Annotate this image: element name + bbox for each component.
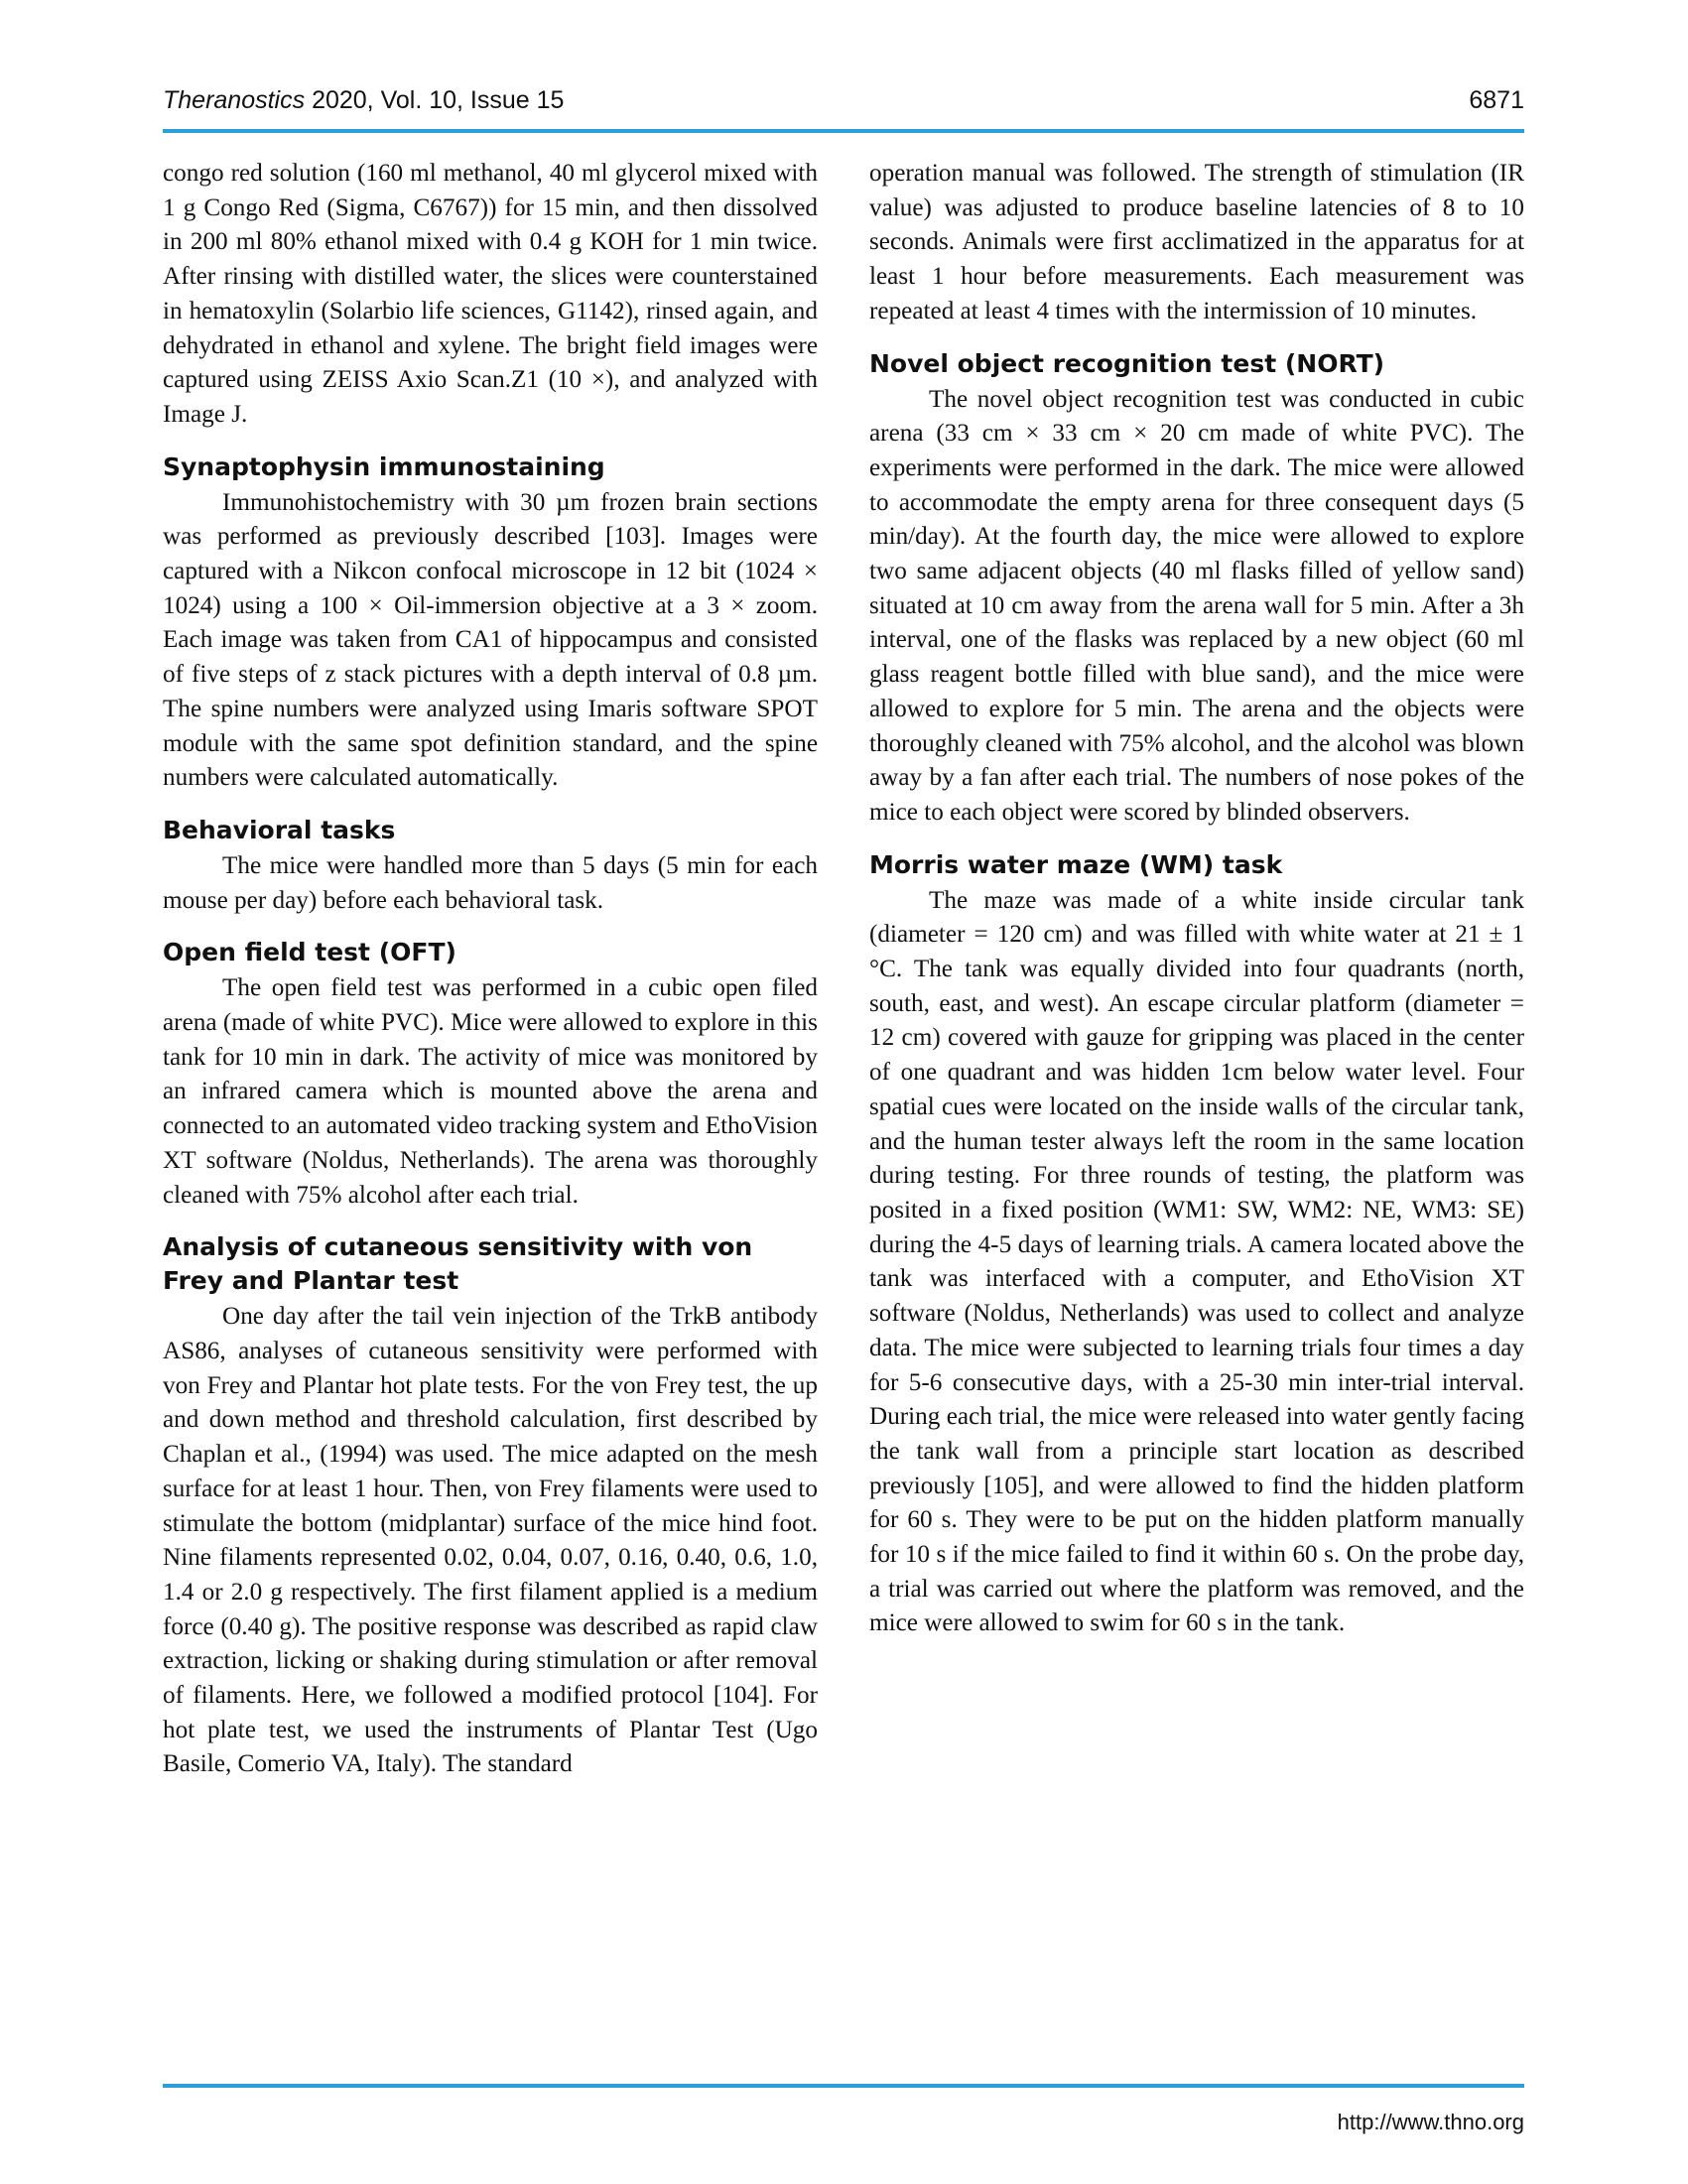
heading-novel-object-recognition: Novel object recognition test (NORT) (869, 348, 1385, 378)
journal-name: Theranostics (163, 86, 306, 114)
header-rule (163, 129, 1524, 133)
heading-behavioral-tasks: Behavioral tasks (163, 815, 396, 844)
page-number: 6871 (1469, 86, 1524, 114)
paragraph-open-field-test: The open field test was performed in a cubic open filed arena (made of white PVC). Mice were allowed to explore in this tank for 10 min in dark. The activity of mice was monitored by an infrared camera which is mounted above the arena and connected to an automated video tracking system and EthoVision XT software (Noldus, Netherlands). The arena was thoroughly cleaned with 75% alcohol after each trial. (163, 974, 818, 1209)
heading-cutaneous-sensitivity: Analysis of cutaneous sensitivity with von Frey and Plantar test (163, 1232, 753, 1296)
paragraph-synaptophysin: Immunohistochemistry with 30 µm frozen brain sections was performed as previously described [103]. Images were captured with a Nikcon confocal microscope in 12 bit (1024 × 1024) using a 100 × Oil-immersion objective at a 3 × zoom. Each image was taken from CA1 of hippocampus and consisted of five steps of z stack pictures with a depth interval of 0.8 µm. The spine numbers were analyzed using Imaris software SPOT module with the same spot definition standard, and the spine numbers were calculated automatically. (163, 488, 818, 792)
paragraph-morris-water-maze: The maze was made of a white inside circular tank (diameter = 120 cm) and was filled with white water at 21 ± 1 °C. The tank was equally divided into four quadrants (north, south, east, and west). An escape circular platform (diameter = 12 cm) covered with gauze for gripping was placed in the center of one quadrant and was hidden 1cm below water level. Four spatial cues were located on the inside walls of the circular tank, and the human tester always left the room in the same location during testing. For three rounds of testing, the platform was posited in a fixed position (WM1: SW, WM2: NE, WM3: SE) during the 4-5 days of learning trials. A camera located above the tank was interfaced with a computer, and EthoVision XT software (Noldus, Netherlands) was used to collect and analyze data. The mice were subjected to learning trials four times a day for 5-6 consecutive days, with a 25-30 min inter-trial interval. During each trial, the mice were released into water gently facing the tank wall from a principle start location as described previously [105], and were allowed to find the hidden platform for 60 s. They were to be put on the hidden platform manually for 10 s if the mice failed to find it within 60 s. On the probe day, a trial was carried out where the platform was removed, and the mice were allowed to swim for 60 s in the tank. (869, 886, 1524, 1637)
paragraph-congo-red-continuation: congo red solution (160 ml methanol, 40 ml glycerol mixed with 1 g Congo Red (Sigma, C6767)) for 15 min, and then dissolved in 200 ml 80% ethanol mixed with 0.4 g KOH for 1 min twice. After rinsing with distilled water, the slices were counterstained in hematoxylin (Solarbio life sciences, G1142), rinsed again, and dehydrated in ethanol and xylene. The bright field images were captured using ZEISS Axio Scan.Z1 (10 ×), and analyzed with Image J. (163, 160, 818, 428)
page-header (163, 83, 1524, 127)
paragraph-plantar-continuation: operation manual was followed. The strength of stimulation (IR value) was adjusted to produce baseline latencies of 8 to 10 seconds. Animals were first acclimatized in the apparatus for at least 1 hour before measurements. Each measurement was repeated at least 4 times with the intermission of 10 minutes. (869, 160, 1524, 324)
issue-info: 2020, Vol. 10, Issue 15 (305, 86, 565, 114)
paragraph-cutaneous-sensitivity: One day after the tail vein injection of the TrkB antibody AS86, analyses of cutaneous sensitivity were performed with von Frey and Plantar hot plate tests. For the von Frey test, the up and down method and threshold calculation, first described by Chaplan et al., (1994) was used. The mice adapted on the mesh surface for at least 1 hour. Then, von Frey filaments were used to stimulate the bottom (midplantar) surface of the mice hind foot. Nine filaments represented 0.02, 0.04, 0.07, 0.16, 0.40, 0.6, 1.0, 1.4 or 2.0 g respectively. The first filament applied is a medium force (0.40 g). The positive response was described as rapid claw extraction, licking or shaking during stimulation or after removal of filaments. Here, we followed a modified protocol [104]. For hot plate test, we used the instruments of Plantar Test (Ugo Basile, Comerio VA, Italy). The standard (163, 1303, 818, 1778)
paragraph-novel-object-recognition: The novel object recognition test was conducted in cubic arena (33 cm × 33 cm × 20 cm made of white PVC). The experiments were performed in the dark. The mice were allowed to accommodate the empty arena for three consequent days (5 min/day). At the fourth day, the mice were allowed to explore two same adjacent objects (40 ml flasks filled of yellow sand) situated at 10 cm away from the arena wall for 5 min. After a 3h interval, one of the flasks was replaced by a new object (60 ml glass reagent bottle filled with blue sand), and the mice were allowed to explore for 5 min. The arena and the objects were thoroughly cleaned with 75% alcohol, and the alcohol was blown away by a fan after each trial. The numbers of nose pokes of the mice to each object were scored by blinded observers. (869, 385, 1524, 826)
footer-url[interactable]: http://www.thno.org (1337, 2110, 1524, 2134)
heading-morris-water-maze: Morris water maze (WM) task (869, 849, 1283, 879)
heading-open-field-test: Open field test (OFT) (163, 938, 456, 967)
footer-rule (163, 2084, 1524, 2088)
paragraph-behavioral-tasks: The mice were handled more than 5 days (5 min for each mouse per day) before each behavioral task. (163, 851, 818, 914)
heading-synaptophysin: Synaptophysin immunostaining (163, 451, 605, 481)
right-column (869, 157, 1524, 1641)
journal-citation (163, 83, 564, 117)
left-column (163, 157, 818, 1782)
